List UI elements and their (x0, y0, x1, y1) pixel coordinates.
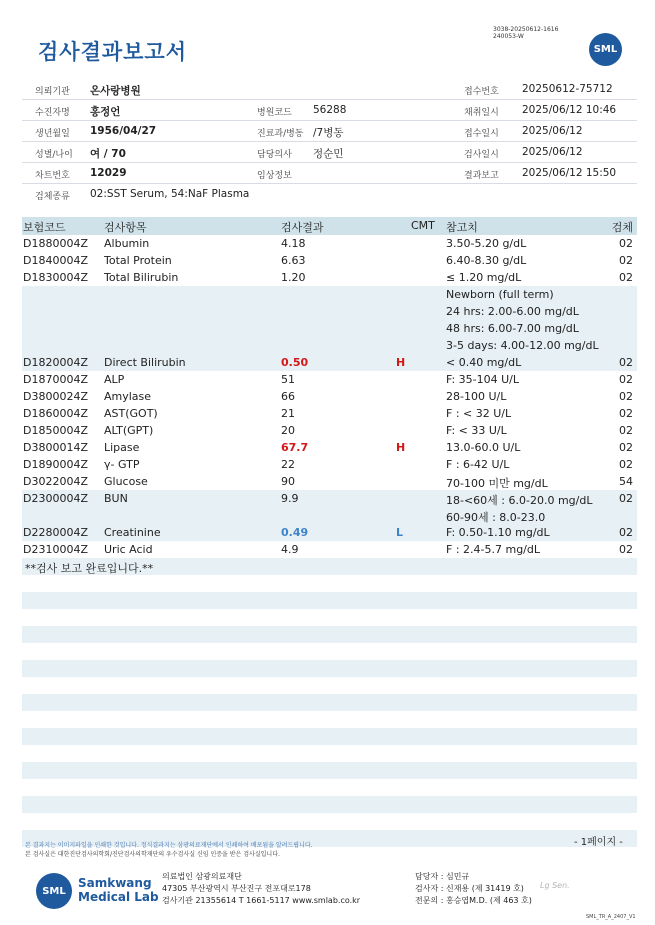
table-row (22, 286, 637, 303)
info-row-specimen (22, 184, 637, 205)
test-code: D1880004Z (23, 237, 88, 250)
test-code: D1850004Z (23, 424, 88, 437)
lab-name: Samkwang Medical Lab (78, 876, 159, 904)
test-code: D1860004Z (23, 407, 88, 420)
empty-row (22, 796, 637, 813)
info-row (22, 100, 637, 121)
specimen-code: 02 (619, 407, 633, 420)
table-row (22, 388, 637, 405)
info-row (22, 163, 637, 184)
table-row (22, 235, 637, 252)
sml-footer-logo: SML (36, 873, 72, 909)
info-label: 진료과/병동 (257, 129, 304, 139)
info-value: 2025/06/12 (522, 125, 583, 137)
test-value: 20 (281, 424, 295, 437)
empty-row (22, 728, 637, 745)
table-row (22, 541, 637, 558)
test-name: ALP (104, 373, 125, 386)
signature: Lg Sen. (540, 881, 570, 890)
reference-range: 13.0-60.0 U/L (446, 441, 521, 454)
reference-range: < 0.40 mg/dL (446, 356, 522, 369)
info-label: 차트번호 (35, 171, 70, 181)
table-row (22, 524, 637, 541)
info-value: 여 / 70 (90, 148, 126, 160)
empty-row (22, 660, 637, 677)
reference-range: 6.40-8.30 g/dL (446, 254, 527, 267)
page-number: - 1페이지 - (574, 837, 623, 848)
specimen-code: 02 (619, 458, 633, 471)
info-value: 정순민 (313, 148, 344, 160)
specimen-code: 54 (619, 475, 633, 488)
info-label: 담당의사 (257, 150, 292, 160)
table-row (22, 303, 637, 320)
test-value: 67.7 (281, 441, 309, 454)
reference-range: 48 hrs: 6.00-7.00 mg/dL (446, 322, 579, 335)
report-title: 검사결과보고서 (38, 40, 188, 64)
info-label: 임상정보 (257, 171, 292, 181)
test-value: 51 (281, 373, 295, 386)
info-value: 2025/06/12 (522, 146, 583, 158)
test-name: BUN (104, 492, 128, 505)
info-label: 수진자명 (35, 108, 70, 118)
test-flag: H (396, 356, 406, 369)
specimen-code: 02 (619, 254, 633, 267)
test-value: 0.49 (281, 526, 309, 539)
header-ref: 참고치 (446, 221, 478, 234)
specimen-code: 02 (619, 373, 633, 386)
test-name: Amylase (104, 390, 152, 403)
test-value: 4.9 (281, 543, 299, 556)
lab-staff: 담당자 : 심민규 검사자 : 신재용 (제 31419 호) 전문의 : 홍승엽M.D. (제 463 호) (415, 872, 532, 905)
info-value: 홍정언 (90, 106, 121, 118)
test-name: Glucose (104, 475, 148, 488)
reference-range: F : < 32 U/L (446, 407, 512, 420)
test-code: D1870004Z (23, 373, 88, 386)
test-value: 66 (281, 390, 295, 403)
test-flag: H (396, 441, 406, 454)
header-spec: 검체 (611, 221, 633, 234)
specimen-code: 02 (619, 271, 633, 284)
reference-range: Newborn (full term) (446, 288, 554, 301)
complete-message: **검사 보고 완료입니다.** (25, 562, 154, 575)
empty-row (22, 694, 637, 711)
empty-row (22, 626, 637, 643)
table-row (22, 490, 637, 507)
table-row (22, 456, 637, 473)
info-label: 병원코드 (257, 108, 292, 118)
test-code: D3800024Z (23, 390, 88, 403)
table-row (22, 422, 637, 439)
test-value: 1.20 (281, 271, 306, 284)
info-label: 검사일시 (464, 150, 499, 160)
table-row (22, 269, 637, 286)
reference-range: F : 6-42 U/L (446, 458, 510, 471)
specimen-code: 02 (619, 492, 633, 505)
info-value: 온사랑병원 (90, 85, 141, 97)
specimen-code: 02 (619, 424, 633, 437)
info-value: 12029 (90, 167, 127, 179)
info-label: 성별/나이 (35, 150, 73, 160)
table-row (22, 473, 637, 490)
reference-range: 24 hrs: 2.00-6.00 mg/dL (446, 305, 579, 318)
table-row (22, 252, 637, 269)
info-label: 생년월일 (35, 129, 70, 139)
info-label: 의뢰기관 (35, 87, 70, 97)
header-code: 보험코드 (23, 221, 66, 234)
test-code: D2310004Z (23, 543, 88, 556)
test-name: Lipase (104, 441, 140, 454)
table-row (22, 405, 637, 422)
test-code: D1890004Z (23, 458, 88, 471)
test-value: 9.9 (281, 492, 299, 505)
test-code: D1830004Z (23, 271, 88, 284)
info-label: 결과보고 (464, 171, 499, 181)
info-label: 채취일시 (464, 108, 499, 118)
info-label: 검체종류 (35, 192, 70, 202)
info-value: 20250612-75712 (522, 83, 613, 95)
results-header (22, 217, 637, 235)
info-value: /7병동 (313, 127, 344, 139)
result-rows (22, 235, 637, 558)
reference-range: 70-100 미만 mg/dL (446, 477, 548, 490)
header-name: 검사항목 (104, 221, 147, 234)
specimen-value: 02:SST Serum, 54:NaF Plasma (90, 188, 250, 200)
specimen-code: 02 (619, 356, 633, 369)
header-cmt: CMT (411, 219, 435, 232)
test-value: 22 (281, 458, 295, 471)
notice-line-2: 본 검사실은 대한진단검사의학회/진단검사의학재단의 우수검사실 신임 인증을 받은 검사실입니다. (25, 851, 280, 858)
specimen-code: 02 (619, 390, 633, 403)
specimen-code: 02 (619, 237, 633, 250)
test-name: Total Protein (104, 254, 172, 267)
notice-line-1: 본 결과지는 이미지파일을 인쇄한 것입니다. 정식결과지는 삼광의료재단에서 인쇄하여 배포됨을 알려드립니다. (25, 842, 313, 849)
info-label: 접수번호 (464, 87, 499, 97)
test-name: γ- GTP (104, 458, 140, 471)
empty-row (22, 592, 637, 609)
reference-range: 60-90세 : 8.0-23.0 (446, 511, 546, 524)
sml-logo: SML (589, 33, 622, 66)
reference-range: 28-100 U/L (446, 390, 507, 403)
info-row (22, 142, 637, 163)
info-value: 2025/06/12 10:46 (522, 104, 617, 116)
test-value: 0.50 (281, 356, 309, 369)
results-table (22, 217, 637, 575)
test-code: D1820004Z (23, 356, 88, 369)
table-row (22, 439, 637, 456)
info-value: 1956/04/27 (90, 125, 157, 137)
header-value: 검사결과 (281, 221, 324, 234)
test-code: D2280004Z (23, 526, 88, 539)
notice (25, 841, 313, 859)
info-value: 56288 (313, 104, 347, 116)
reference-range: 3-5 days: 4.00-12.00 mg/dL (446, 339, 599, 352)
info-row (22, 121, 637, 142)
test-value: 90 (281, 475, 295, 488)
specimen-code: 02 (619, 441, 633, 454)
document-number: 3038-20250612-1616 240053-W (493, 26, 559, 40)
reference-range: F : 2.4-5.7 mg/dL (446, 543, 540, 556)
reference-range: F: 35-104 U/L (446, 373, 520, 386)
test-value: 6.63 (281, 254, 306, 267)
test-name: AST(GOT) (104, 407, 158, 420)
test-name: ALT(GPT) (104, 424, 154, 437)
table-row (22, 507, 637, 524)
reference-range: F: 0.50-1.10 mg/dL (446, 526, 550, 539)
test-name: Uric Acid (104, 543, 153, 556)
test-name: Total Bilirubin (104, 271, 179, 284)
info-label: 접수일시 (464, 129, 499, 139)
patient-info-section (22, 79, 637, 205)
table-row (22, 354, 637, 371)
test-name: Direct Bilirubin (104, 356, 186, 369)
table-row (22, 320, 637, 337)
table-row (22, 371, 637, 388)
specimen-code: 02 (619, 526, 633, 539)
reference-range: ≤ 1.20 mg/dL (446, 271, 522, 284)
complete-message-row (22, 558, 637, 575)
test-code: D3800014Z (23, 441, 88, 454)
specimen-code: 02 (619, 543, 633, 556)
test-flag: L (396, 526, 404, 539)
form-code: SML_TR_A_2407_V1 (586, 914, 636, 920)
test-value: 21 (281, 407, 295, 420)
table-row (22, 337, 637, 354)
test-code: D2300004Z (23, 492, 88, 505)
test-value: 4.18 (281, 237, 306, 250)
test-name: Creatinine (104, 526, 161, 539)
reference-range: 18-<60세 : 6.0-20.0 mg/dL (446, 494, 593, 507)
reference-range: F: < 33 U/L (446, 424, 507, 437)
test-code: D1840004Z (23, 254, 88, 267)
info-row (22, 79, 637, 100)
test-code: D3022004Z (23, 475, 88, 488)
empty-row (22, 762, 637, 779)
info-value: 2025/06/12 15:50 (522, 167, 617, 179)
reference-range: 3.50-5.20 g/dL (446, 237, 527, 250)
test-name: Albumin (104, 237, 150, 250)
lab-address: 의료법인 삼광의료재단 47305 부산광역시 부산진구 전포대로178 검사기관 21355614 T 1661-5117 www.smlab.co.kr (162, 872, 361, 905)
